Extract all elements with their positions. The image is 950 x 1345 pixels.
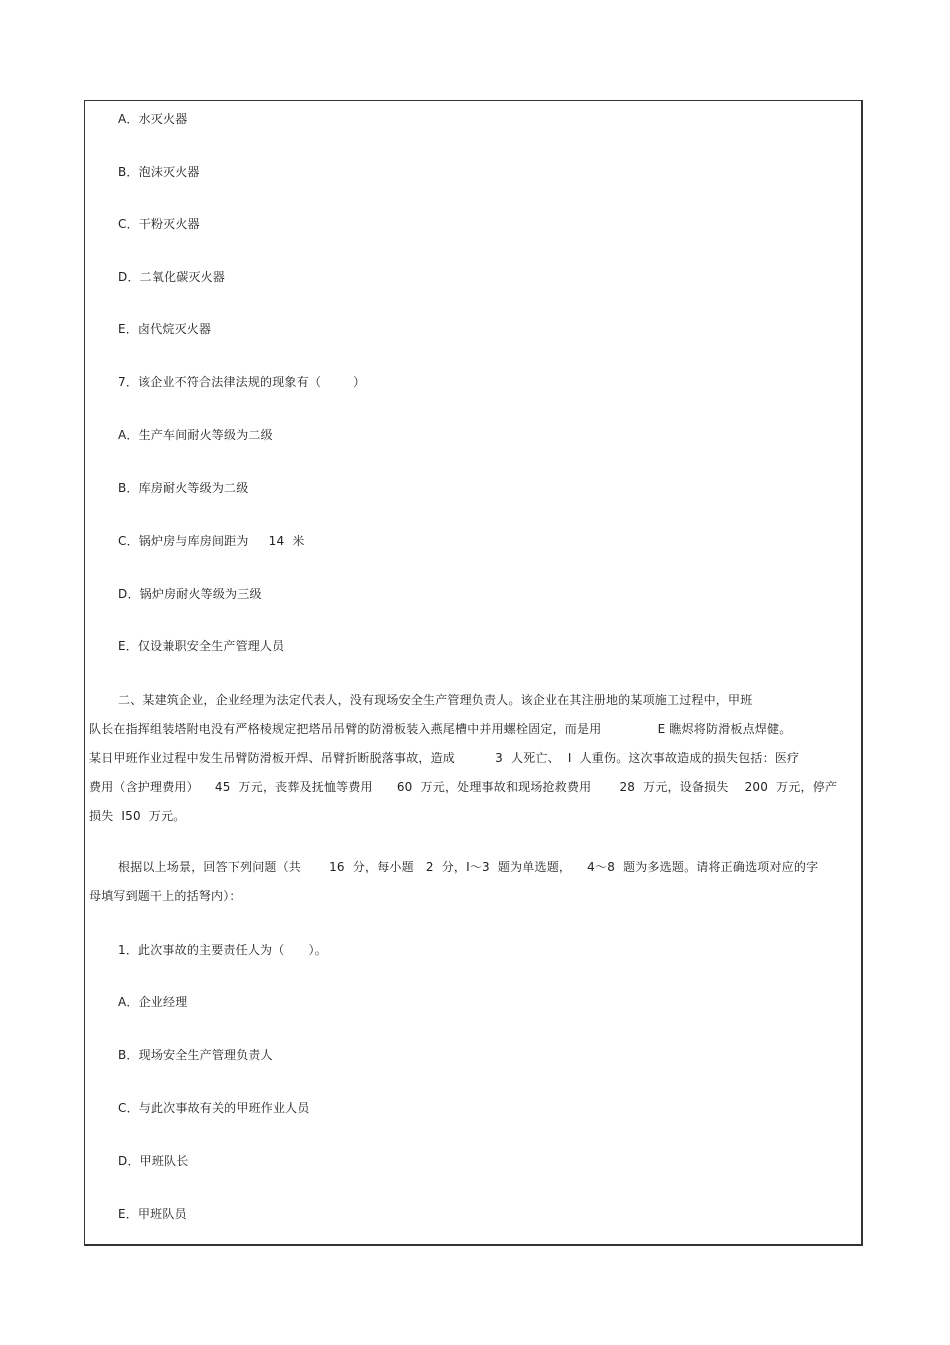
option-a: A．水灭火器 <box>118 112 188 126</box>
case-paragraph-line-1: 二、某建筑企业，企业经理为法定代表人，没有现场安全生产管理负责人。该企业在其注册地的某项施工过程中，甲班 <box>118 693 753 707</box>
case-paragraph-line-2: 队长在指挥组装塔附电没有严格棱规定把塔吊吊臂的防滑板装入燕尾槽中并用螺栓固定，而是用 E 瞧烬将防滑板点焊健。 <box>89 722 792 736</box>
q7-option-d: D．锅炉房耐火等级为三级 <box>118 587 262 601</box>
q7-option-c: C．锅炉房与库房间距为 14 米 <box>118 534 305 548</box>
q1-option-d: D．甲班队长 <box>118 1154 189 1168</box>
q7-option-a: A．生产车间耐火等级为二级 <box>118 428 273 442</box>
instructions-line-2: 母填写到题干上的括弩内）： <box>89 889 242 903</box>
q1-option-c: C．与此次事故有关的甲班作业人员 <box>118 1101 310 1115</box>
option-b: B．泡沫灭火器 <box>118 165 200 179</box>
question-1-stem: 1．此次事故的主要责任人为（ ）。 <box>118 943 327 957</box>
q1-option-b: B．现场安全生产管理负责人 <box>118 1048 273 1062</box>
question-7-stem: 7．该企业不符合法律法规的现象有（ ） <box>118 375 366 389</box>
instructions-line-1: 根据以上场景，回答下列问题（共 16 分，每小题 2 分，I～3 题为单选题， 4～8 题为多选题。请将正确选项对应的字 <box>118 860 819 874</box>
option-c: C．干粉灭火器 <box>118 217 200 231</box>
q1-option-e: E．甲班队员 <box>118 1207 187 1221</box>
case-paragraph-line-4: 费用（含护理费用） 45 万元，丧葬及抚恤等费用 60 万元，处理事故和现场抢救费用 28 万元，设备损失 200 万元，停产 <box>89 780 838 794</box>
option-d: D．二氧化碳灭火器 <box>118 270 226 284</box>
case-paragraph-line-5: 损失 I50 万元。 <box>89 809 186 823</box>
option-e: E．卤代烷灭火器 <box>118 322 212 336</box>
q7-option-b: B．库房耐火等级为二级 <box>118 481 249 495</box>
case-paragraph-line-3: 某日甲班作业过程中发生吊臂防滑板开焊、吊臂折断脱落事故，造成 3 人死亡、 I 人重伤。这次事故造成的损失包括：医疗 <box>89 751 800 765</box>
q1-option-a: A．企业经理 <box>118 995 188 1009</box>
q7-option-e: E．仅设兼职安全生产管理人员 <box>118 639 285 653</box>
